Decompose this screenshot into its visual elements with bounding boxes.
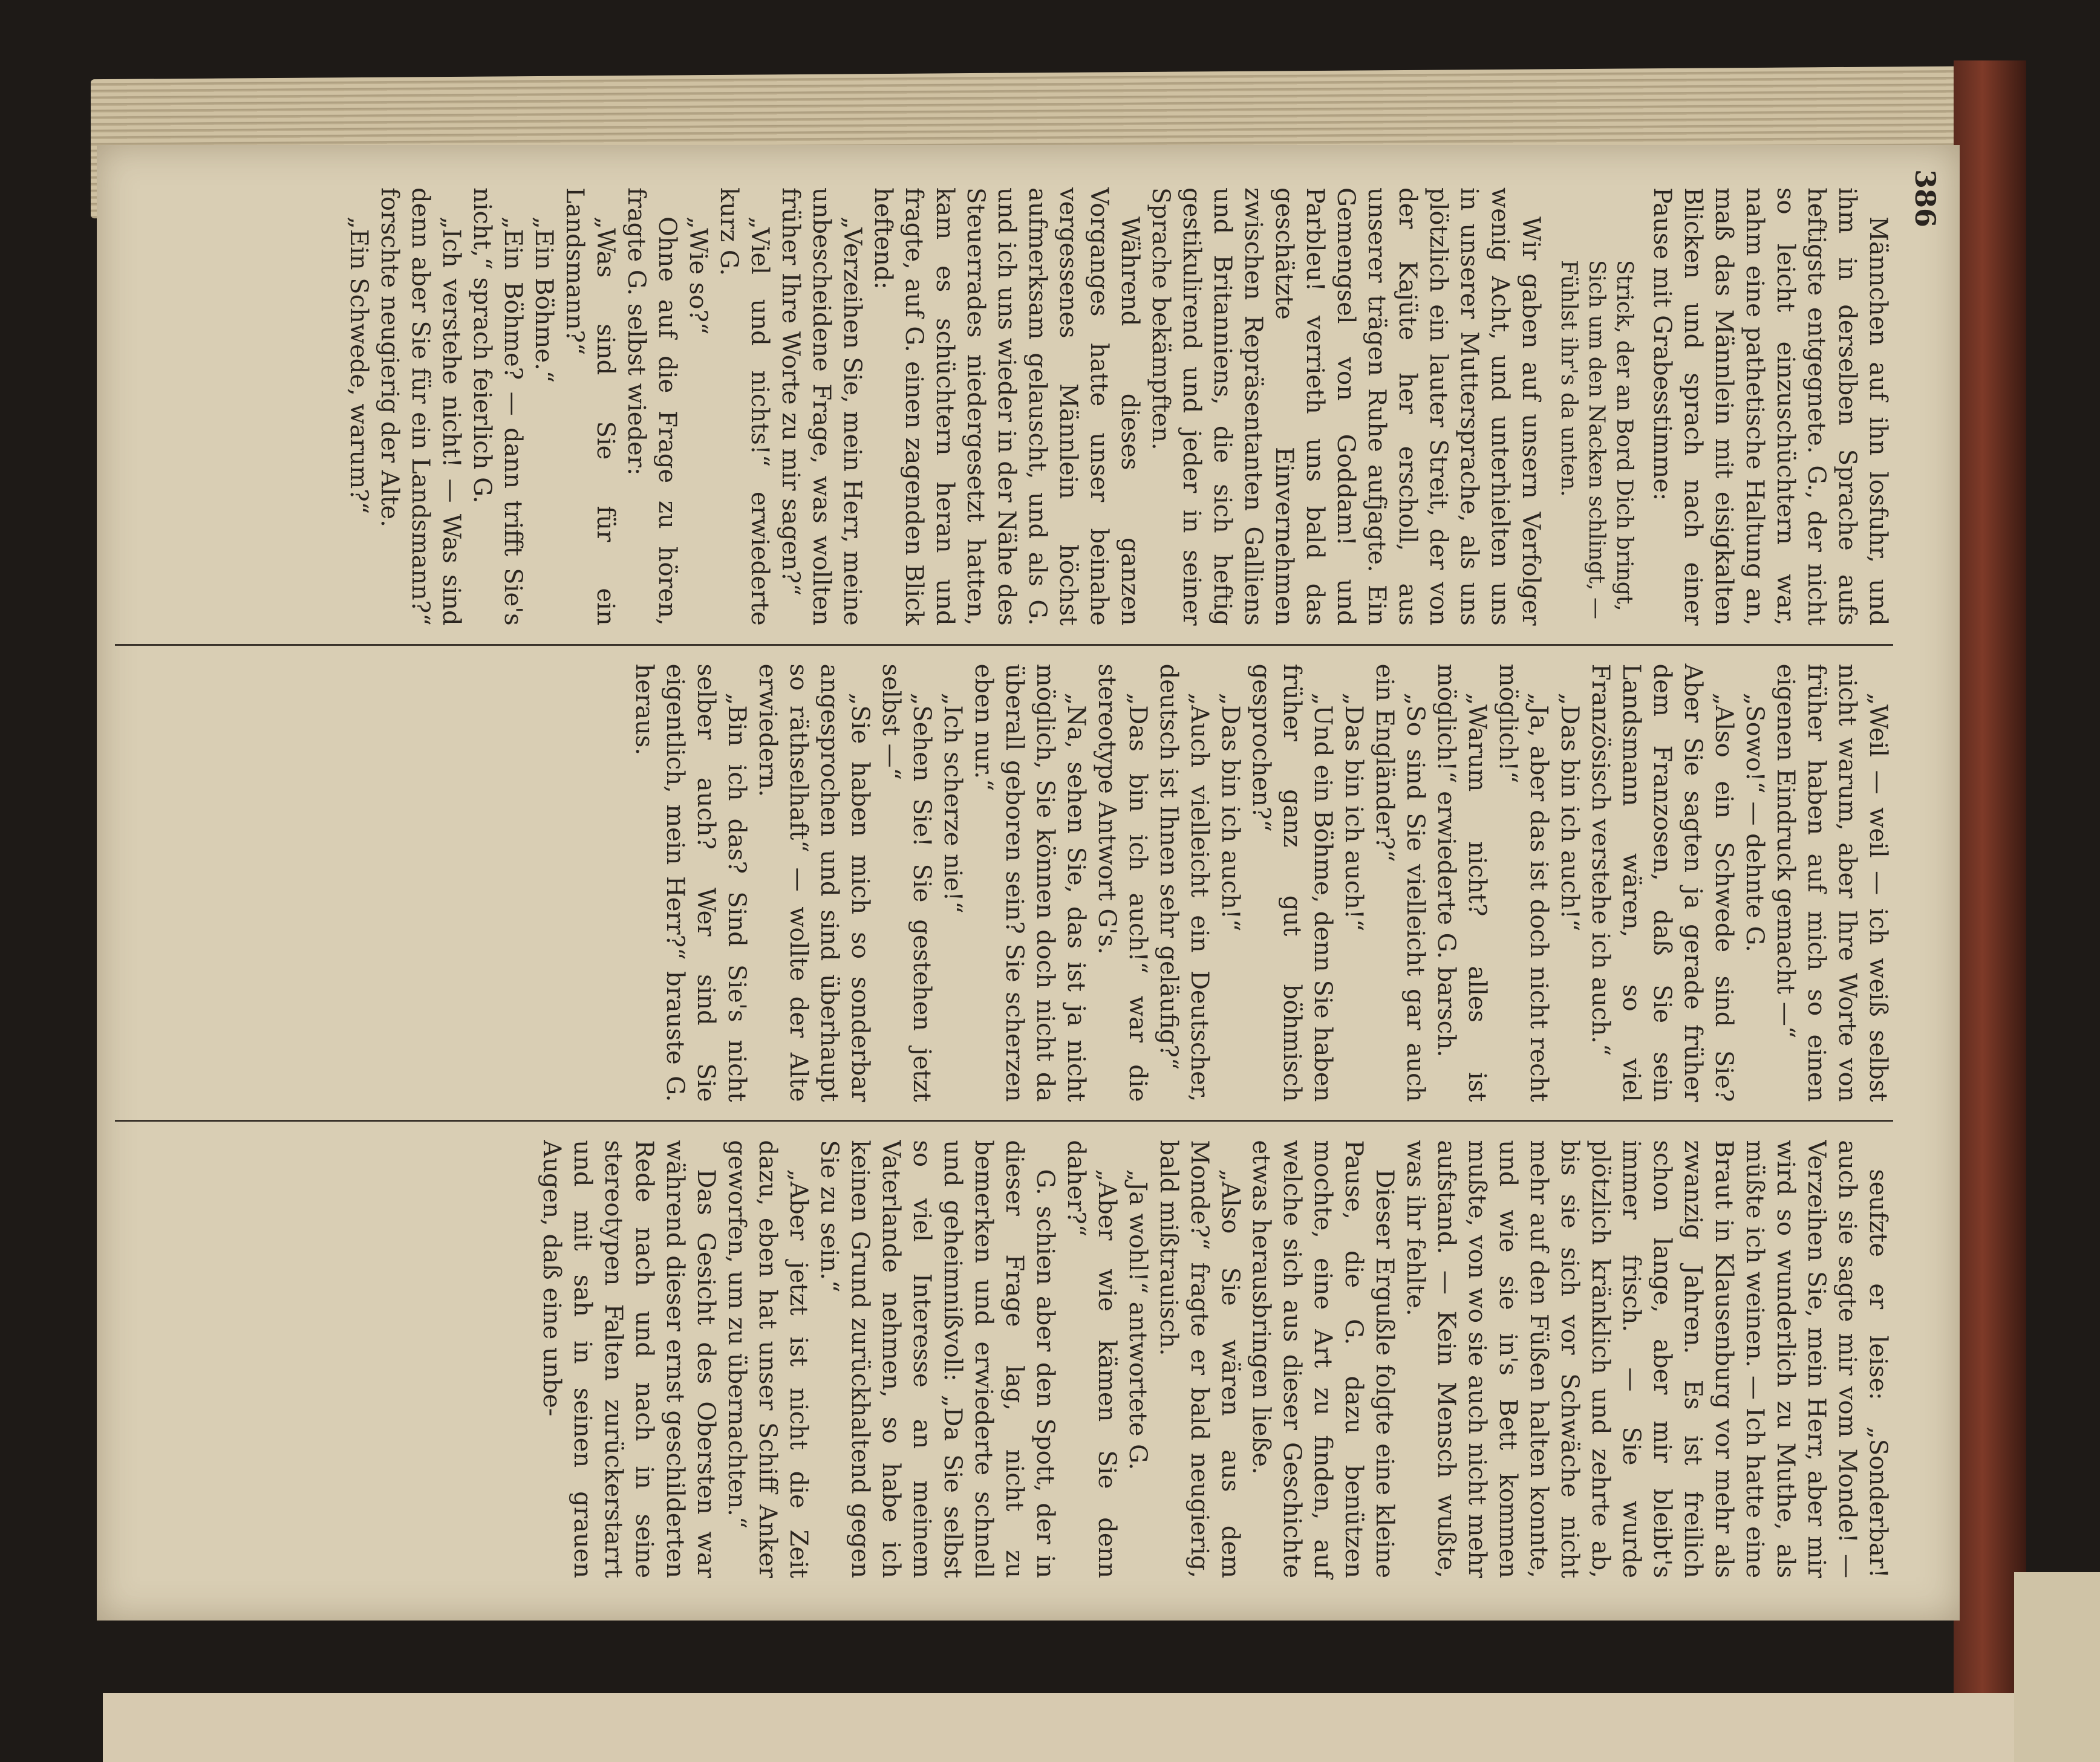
paragraph: „Ich scherze nie!“ [939,692,967,914]
adjacent-page-edge [2014,1572,2100,1762]
paragraph: „Weil — weil — ich weiß selbst nicht warum, aber Ihre Worte von früher haben auf mich so einen eigenen Eindruck gemacht —“ [1772,663,1892,1102]
verse-block [1554,260,1638,626]
paragraph: „Und ein Böhme, denn Sie haben früher ganz gut böhmisch gesprochen?“ [1247,663,1337,1102]
lower-page-edge [103,1693,2014,1762]
paragraph: „Auch vielleicht ein Deutscher, deutsch ist Ihnen sehr geläufig?“ [1155,663,1213,1102]
paragraph: „Sehen Sie! Sie gestehen jetzt selbst —“ [877,663,936,1102]
book-page [97,145,1960,1621]
paragraph: Das Gesicht des Obersten war während dieser ernst geschilderten Rede nach und nach in seine stereotypen Falten zurückerstarrt und mit sah in seinen grauen Augen, daß eine unbe- [538,1140,720,1579]
verse-line: Fühlst ihr's da unten. [1556,260,1581,497]
text-columns [115,169,1893,1596]
column-2 [115,644,1893,1120]
paragraph: „Sowo!“ — dehnte G. [1741,692,1769,952]
paragraph: „Bin ich das? Sind Sie's nicht selber auch? Wer sind Sie eigentlich, mein Herr?“ brauste G. heraus. [630,663,751,1102]
paragraph: „Ich verstehe nicht! — Was sind denn aber Sie für ein Landsmann?“ forschte neugierig der Alte. [376,187,465,626]
book-binding [1954,60,2026,1693]
paragraph: Dieser Ergußle folgte eine kleine Pause, die G. dazu benützen mochte, eine Art zu finden, auf welche sich aus dieser Geschichte etwas herausbringen ließe. [1247,1140,1398,1579]
paragraph: „Also ein Schwede sind Sie? Aber Sie sagten ja gerade früher dem Franzosen, daß Sie sein Landsmann wären, so viel Französisch verstehe ich auch.“ [1586,663,1738,1102]
paragraph: „Ja wohl!“ antwortete G. [1124,1169,1152,1471]
page-content [115,169,1942,1596]
paragraph: „Was sind Sie für ein Landsmann?“ [561,187,619,626]
paragraph: Während dieses ganzen Vorganges hatte unser beinahe vergessenes Männlein höchst aufmerksam gelauscht, und als G. und ich uns wieder in der Nähe des Steuerrades niedergesetzt hatten, kam es schüchtern heran und fragte, auf G. einen zagenden Blick heftend: [869,187,1144,626]
paragraph: „Das bin ich auch!“ [1556,692,1583,932]
paragraph: „Ein Schwede, warum?“ [345,216,373,515]
paragraph: „Na, sehen Sie, das ist ja nicht möglich, Sie können doch nicht da überall geboren sein? Sie scherzen eben nur.“ [970,663,1090,1102]
page-number: 386 [1909,169,1942,228]
paragraph: „Verzeihen Sie, mein Herr, meine unbescheidene Frage, was wollten früher Ihre Worte zu mir sagen?“ [777,187,866,626]
paragraph: „Ja, aber das ist doch nicht recht möglich!“ [1494,663,1553,1102]
paragraph: Ohne auf die Frage zu hören, fragte G. selbst wieder: [622,187,681,626]
paragraph: „Sie haben mich so sonderbar angesprochen und sind überhaupt so räthselhaft“ — wollte der Alte erwiedern. [754,663,874,1102]
paragraph: „Ein Böhme.“ [530,216,558,383]
paragraph: „Ein Böhme? — dann trifft Sie's nicht,“ sprach feierlich G. [468,187,527,626]
column-3 [115,1120,1893,1596]
column-1 [115,169,1893,644]
paragraph: „Aber wie kämen Sie denn daher?“ [1062,1140,1121,1579]
paragraph: „Wie so?“ [684,216,712,335]
paragraph: „Das bin ich auch!“ [1340,692,1368,932]
paragraph: „Das bin ich auch!“ [1216,692,1244,932]
paragraph: Männchen auf ihn losfuhr, und ihm in derselben Sprache aufs heftigste entgegnete. G., der nicht so leicht einzuschüchtern war, nahm eine pathetische Haltung an, maß das Männlein mit eisigkalten Blicken und sprach nach einer Pause mit Grabesstimme: [1648,187,1892,626]
paragraph: „Das bin ich auch!“ war die stereotype Antwort G's. [1093,663,1152,1102]
paragraph: Wir gaben auf unsern Verfolger wenig Acht, und unterhielten uns in unserer Muttersprache, als uns plötzlich ein lauter Streit, der von der Kajüte her erscholl, aus unserer trägen Ruhe aufjagte. Ein Gemengsel von Goddam! und Parbleu! verrieth uns bald das geschätzte Einvernehmen zwischen Repräsentanten Galliens und Britanniens, die sich heftig gestikulirend und jeder in seiner Sprache bekämpften. [1147,187,1545,626]
paragraph: G. schien aber den Spott, der in dieser Frage lag, nicht zu bemerken und erwiederte schnell und geheimnißvoll: „Da Sie selbst so viel Interesse an meinem Vaterlande nehmen, so habe ich keinen Grund zurückhaltend gegen Sie zu sein.“ [815,1140,1059,1579]
paragraph: „So sind Sie vielleicht gar auch ein Engländer?“ [1371,663,1429,1102]
paragraph: „Warum nicht? alles ist möglich!“ erwiederte G. barsch. [1432,663,1491,1102]
paragraph: „Also Sie wären aus dem Monde?“ fragte er bald neugierig, bald mißtrauisch. [1155,1140,1244,1579]
verse-line: Sich um den Nacken schlingt, — [1584,260,1609,620]
paragraph: „Aber jetzt ist nicht die Zeit dazu, eben hat unser Schiff Anker geworfen, um zu übernachten.“ [723,1140,812,1579]
paragraph: „Viel und nichts!“ erwiederte kurz G. [715,187,774,626]
verse-line: Strick, der an Bord Dich bringt, [1612,260,1637,611]
paragraph: seufzte er leise: „Sonderbar! auch sie sagte mir vom Monde! — Verzeihen Sie, mein Herr, aber mir wird so wunderlich zu Muthe, als müßte ich weinen. — Ich hatte eine Braut in Klausenburg vor mehr als zwanzig Jahren. Es ist freilich schon lange, aber mir bleibt's immer frisch. — Sie wurde plötzlich kränklich und zehrte ab, bis sie sich vor Schwäche nicht mehr auf den Füßen halten konnte, und wie sie in's Bett kommen mußte, von wo sie auch nicht mehr aufstand. — Kein Mensch wußte, was ihr fehlte. [1401,1140,1892,1579]
